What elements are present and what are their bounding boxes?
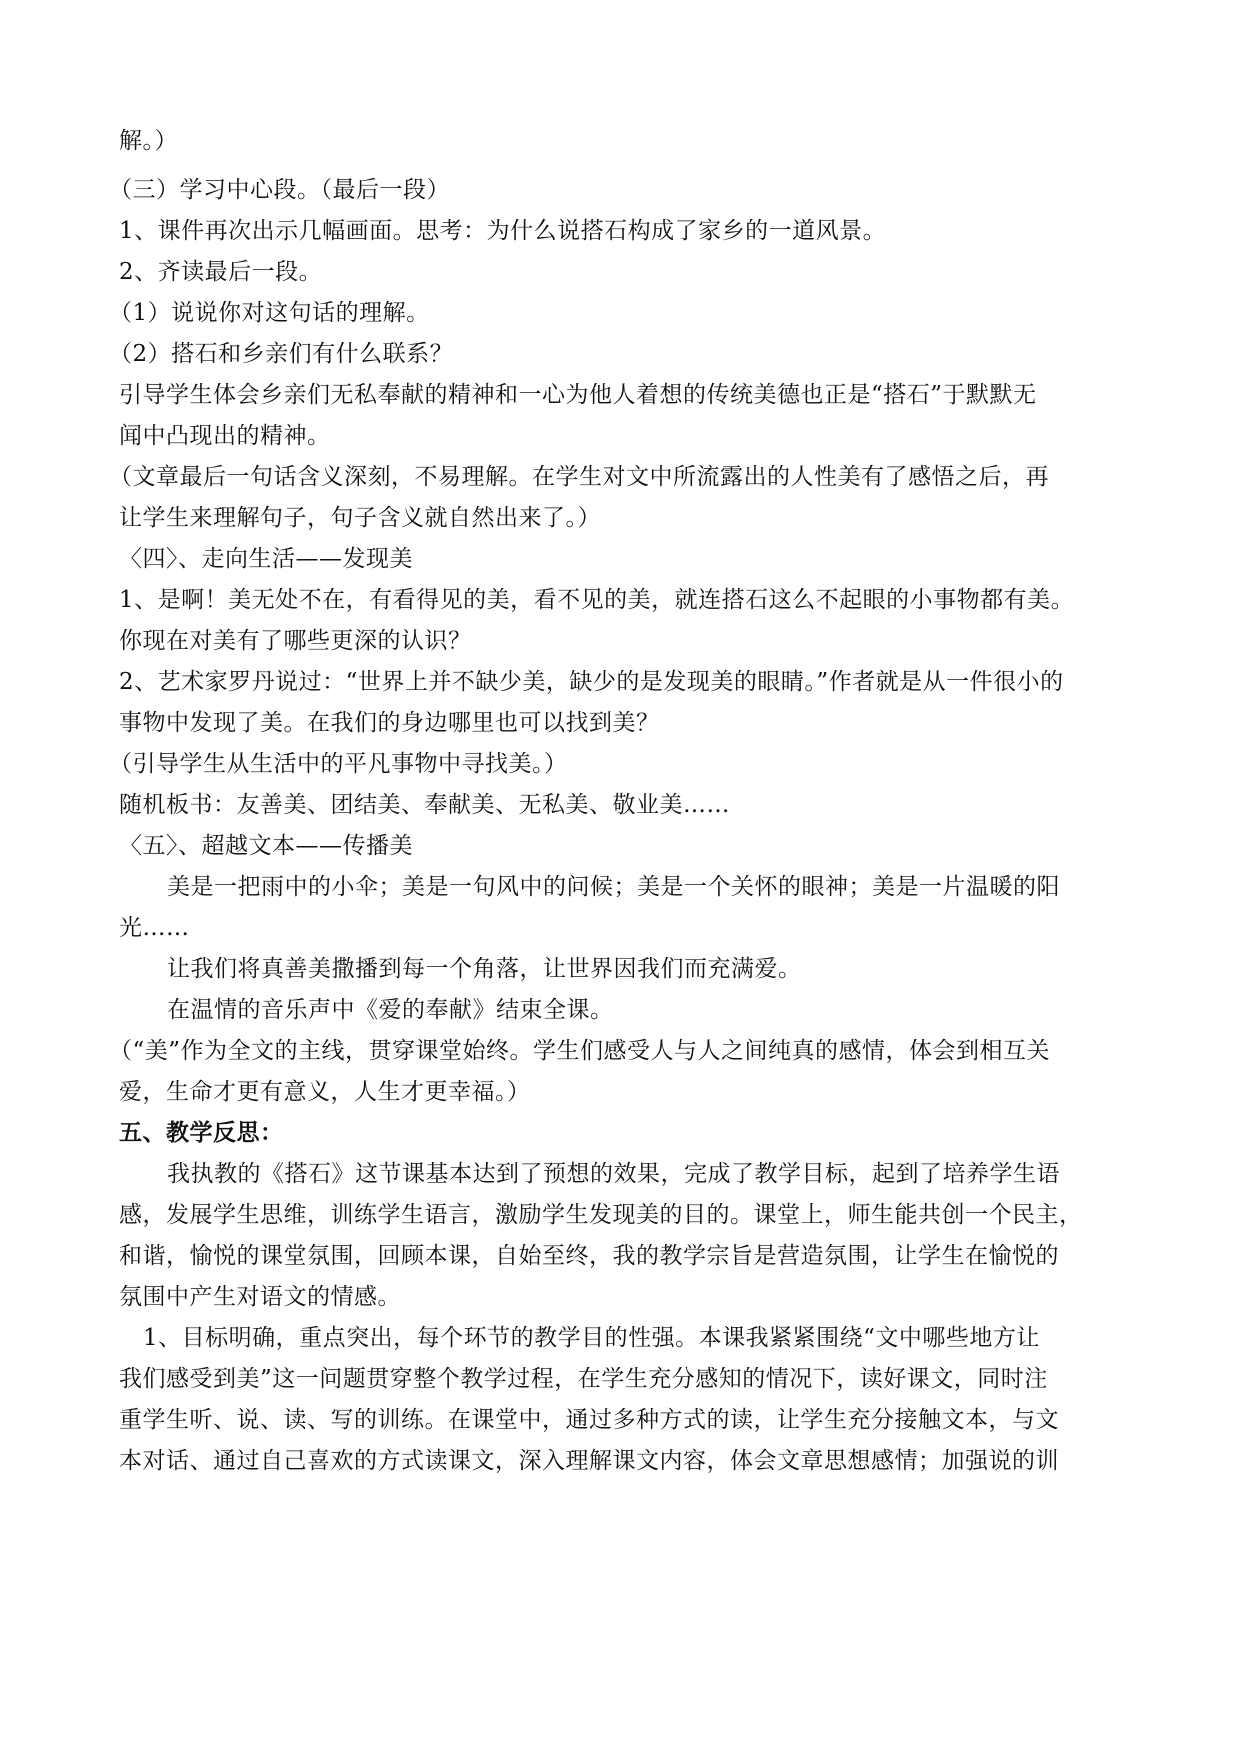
text-line: 1、课件再次出示几幅画面。思考：为什么说搭石构成了家乡的一道风景。 xyxy=(119,218,887,244)
section-heading-4: 〈四〉、走向生活——发现美 xyxy=(119,546,413,572)
text-line: 爱，生命才更有意义，人生才更幸福。） xyxy=(119,1079,531,1105)
text-line: （2）搭石和乡亲们有什么联系？ xyxy=(109,341,454,367)
text-line: 让我们将真善美撒播到每一个角落，让世界因我们而充满爱。 xyxy=(167,956,802,982)
text-line: 解。） xyxy=(119,128,178,154)
text-line: （1）说说你对这句话的理解。 xyxy=(109,300,430,326)
text-line: （文章最后一句话含义深刻，不易理解。在学生对文中所流露出的人性美有了感悟之后，再 xyxy=(109,464,1049,490)
section-heading-3: （三）学习中心段。（最后一段） xyxy=(109,177,450,203)
text-line: 感，发展学生思维，训练学生语言，激励学生发现美的目的。课堂上，师生能共创一个民主， xyxy=(119,1202,1083,1228)
text-line: 在温情的音乐声中《爱的奉献》结束全课。 xyxy=(167,997,614,1023)
section-heading-5: 〈五〉、超越文本——传播美 xyxy=(119,833,413,859)
text-line: 氛围中产生对语文的情感。 xyxy=(119,1284,401,1310)
text-line: 本对话、通过自己喜欢的方式读课文，深入理解课文内容，体会文章思想感情；加强说的训 xyxy=(119,1448,1059,1474)
text-line: （引导学生从生活中的平凡事物中寻找美。） xyxy=(109,751,568,777)
text-line: 美是一把雨中的小伞；美是一句风中的问候；美是一个关怀的眼神；美是一片温暖的阳 xyxy=(167,874,1060,900)
text-line: 我们感受到美”这一问题贯穿整个教学过程，在学生充分感知的情况下，读好课文，同时注 xyxy=(119,1366,1048,1392)
text-line: 你现在对美有了哪些更深的认识？ xyxy=(119,628,472,654)
text-line: 事物中发现了美。在我们的身边哪里也可以找到美？ xyxy=(119,710,660,736)
text-line: 2、艺术家罗丹说过：“世界上并不缺少美，缺少的是发现美的眼睛。”作者就是从一件很小的 xyxy=(119,669,1064,695)
text-line: 闻中凸现出的精神。 xyxy=(119,423,331,449)
text-line: 随机板书：友善美、团结美、奉献美、无私美、敬业美…… xyxy=(119,792,730,818)
section-heading-reflection: 五、教学反思： xyxy=(119,1119,284,1146)
text-line: 1、是啊！美无处不在，有看得见的美，看不见的美，就连搭石这么不起眼的小事物都有美。 xyxy=(119,587,1075,613)
text-line: 和谐，愉悦的课堂氛围，回顾本课，自始至终，我的教学宗旨是营造氛围，让学生在愉悦的 xyxy=(119,1243,1059,1269)
text-line: 1、目标明确，重点突出，每个环节的教学目的性强。本课我紧紧围绕“文中哪些地方让 xyxy=(143,1325,1040,1351)
text-line: 让学生来理解句子，句子含义就自然出来了。） xyxy=(119,505,601,531)
text-line: 引导学生体会乡亲们无私奉献的精神和一心为他人着想的传统美德也正是“搭石”于默默无 xyxy=(119,382,1037,408)
text-line: 光…… xyxy=(119,915,190,941)
text-line: 重学生听、说、读、写的训练。在课堂中，通过多种方式的读，让学生充分接触文本，与文 xyxy=(119,1407,1059,1433)
text-line: （“美”作为全文的主线，贯穿课堂始终。学生们感受人与人之间纯真的感情，体会到相互关 xyxy=(109,1038,1051,1064)
text-line: 2、齐读最后一段。 xyxy=(119,259,323,285)
text-line: 我执教的《搭石》这节课基本达到了预想的效果，完成了教学目标，起到了培养学生语 xyxy=(167,1161,1060,1187)
